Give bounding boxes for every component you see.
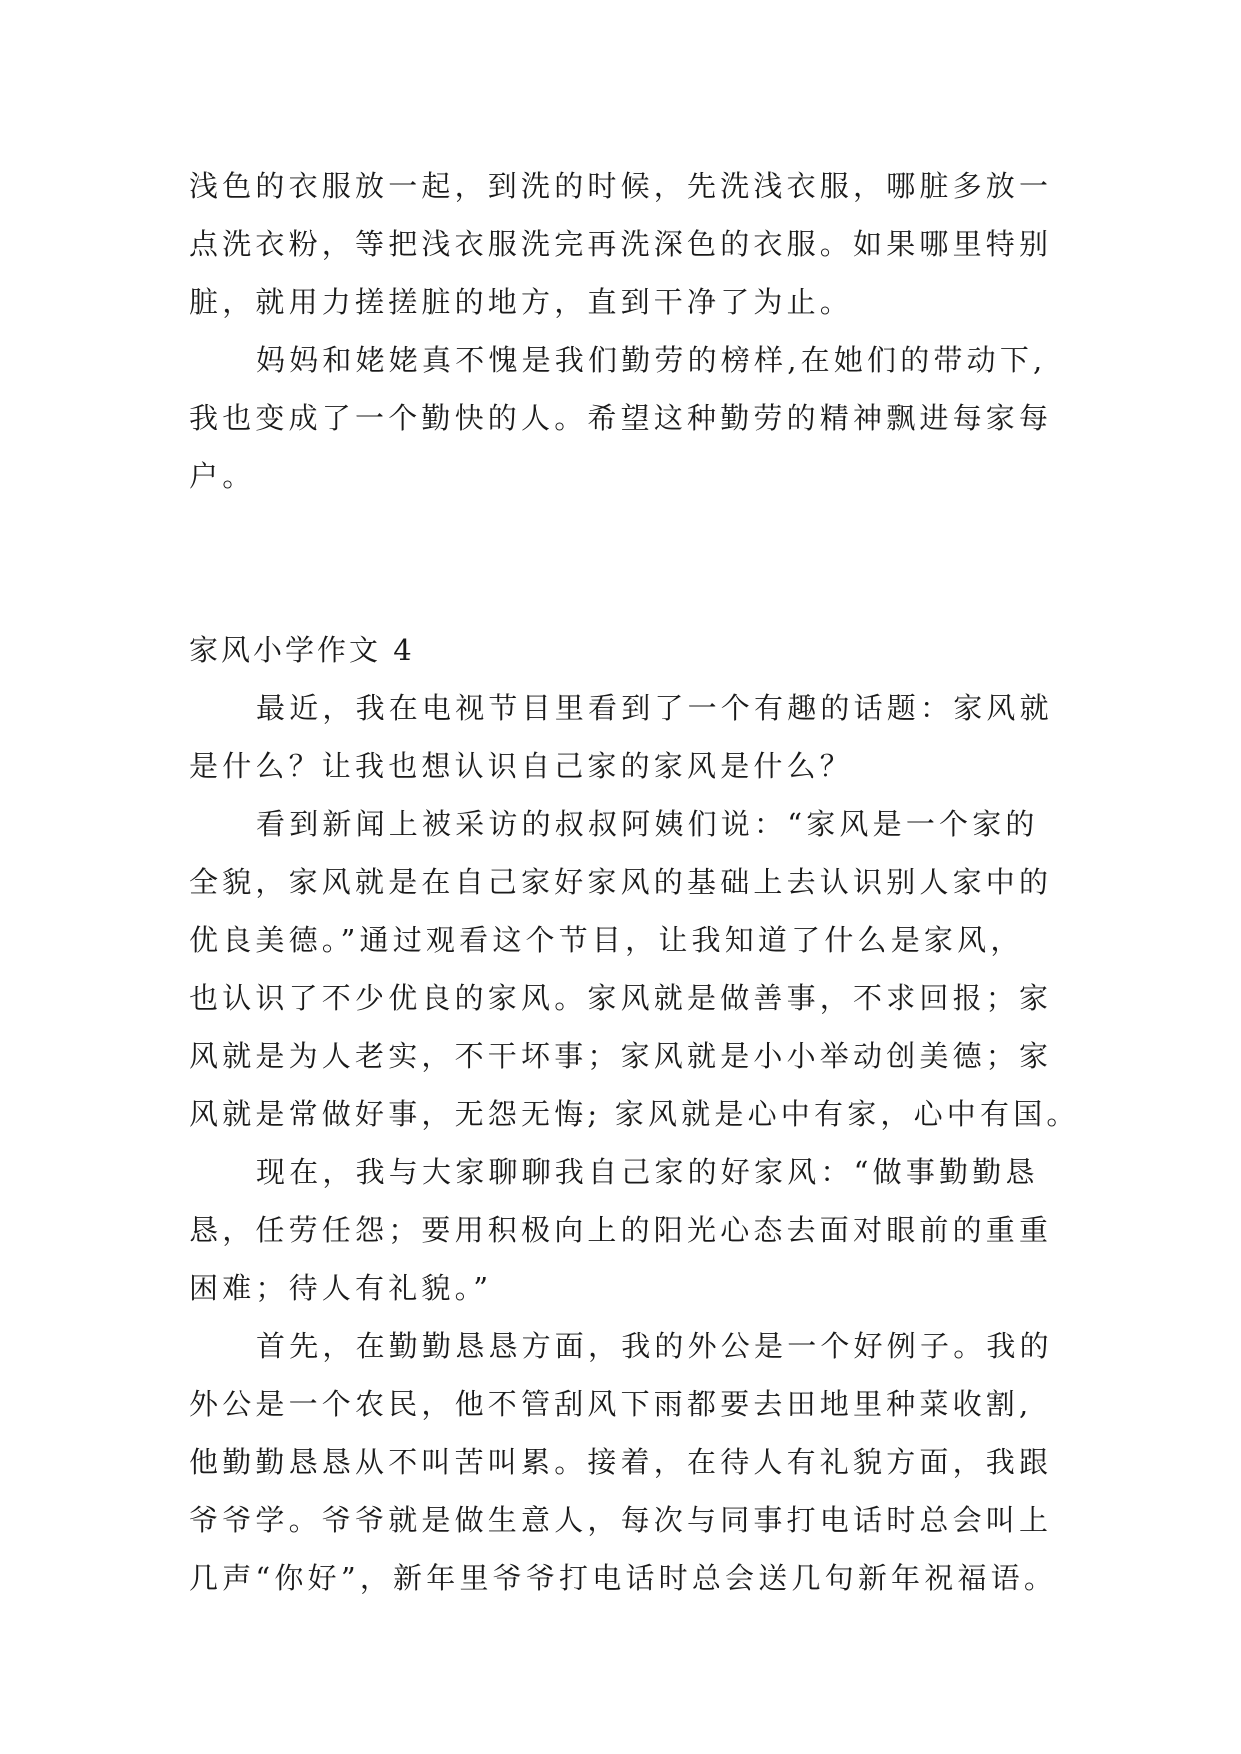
text-line: 恳，任劳任怨；要用积极向上的阳光心态去面对眼前的重重 xyxy=(189,1213,1053,1247)
document-body xyxy=(189,157,1080,1607)
text-line: 我也变成了一个勤快的人。希望这种勤劳的精神飘进每家每 xyxy=(189,401,1053,435)
paragraph-3 xyxy=(189,679,1053,795)
paragraph-6 xyxy=(189,1317,1058,1607)
text-line: 最近，我在电视节目里看到了一个有趣的话题：家风就 xyxy=(256,691,1053,725)
paragraph-1 xyxy=(189,157,1053,331)
text-line: 户。 xyxy=(189,459,256,493)
text-line: 风就是常做好事，无怨无悔; 家风就是心中有家，心中有国。 xyxy=(189,1097,1080,1131)
text-line: 妈妈和姥姥真不愧是我们勤劳的榜样,在她们的带动下, xyxy=(256,343,1047,377)
text-line: 全貌，家风就是在自己家好家风的基础上去认识别人家中的 xyxy=(189,865,1053,899)
text-line: 也认识了不少优良的家风。家风就是做善事，不求回报；家 xyxy=(189,981,1053,1015)
text-line: 是什么？让我也想认识自己家的家风是什么？ xyxy=(189,749,854,783)
text-line: 浅色的衣服放一起，到洗的时候，先洗浅衣服，哪脏多放一 xyxy=(189,169,1053,203)
section-heading: 家风小学作文 4 xyxy=(189,633,415,667)
text-line: 爷爷学。爷爷就是做生意人，每次与同事打电话时总会叫上 xyxy=(189,1503,1053,1537)
paragraph-2 xyxy=(189,331,1053,505)
text-line: 外公是一个农民，他不管刮风下雨都要去田地里种菜收割, xyxy=(189,1387,1033,1421)
section-spacer xyxy=(189,505,1049,621)
text-line: 点洗衣粉，等把浅衣服洗完再洗深色的衣服。如果哪里特别 xyxy=(189,227,1053,261)
text-line: 他勤勤恳恳从不叫苦叫累。接着，在待人有礼貌方面，我跟 xyxy=(189,1445,1053,1479)
text-line: 困难；待人有礼貌。” xyxy=(189,1271,493,1305)
text-line: 看到新闻上被采访的叔叔阿姨们说：“家风是一个家的 xyxy=(256,807,1039,841)
text-line: 首先，在勤勤恳恳方面，我的外公是一个好例子。我的 xyxy=(256,1329,1053,1363)
text-line: 脏，就用力搓搓脏的地方，直到干净了为止。 xyxy=(189,285,854,319)
text-line: 几声“你好”，新年里爷爷打电话时总会送几句新年祝福语。 xyxy=(189,1561,1058,1595)
text-line: 优良美德。”通过观看这个节目，让我知道了什么是家风， xyxy=(189,923,1024,957)
text-line: 现在，我与大家聊聊我自己家的好家风：“做事勤勤恳 xyxy=(256,1155,1039,1189)
text-line: 风就是为人老实，不干坏事；家风就是小小举动创美德；家 xyxy=(189,1039,1053,1073)
paragraph-4 xyxy=(189,795,1080,1143)
paragraph-5 xyxy=(189,1143,1053,1317)
